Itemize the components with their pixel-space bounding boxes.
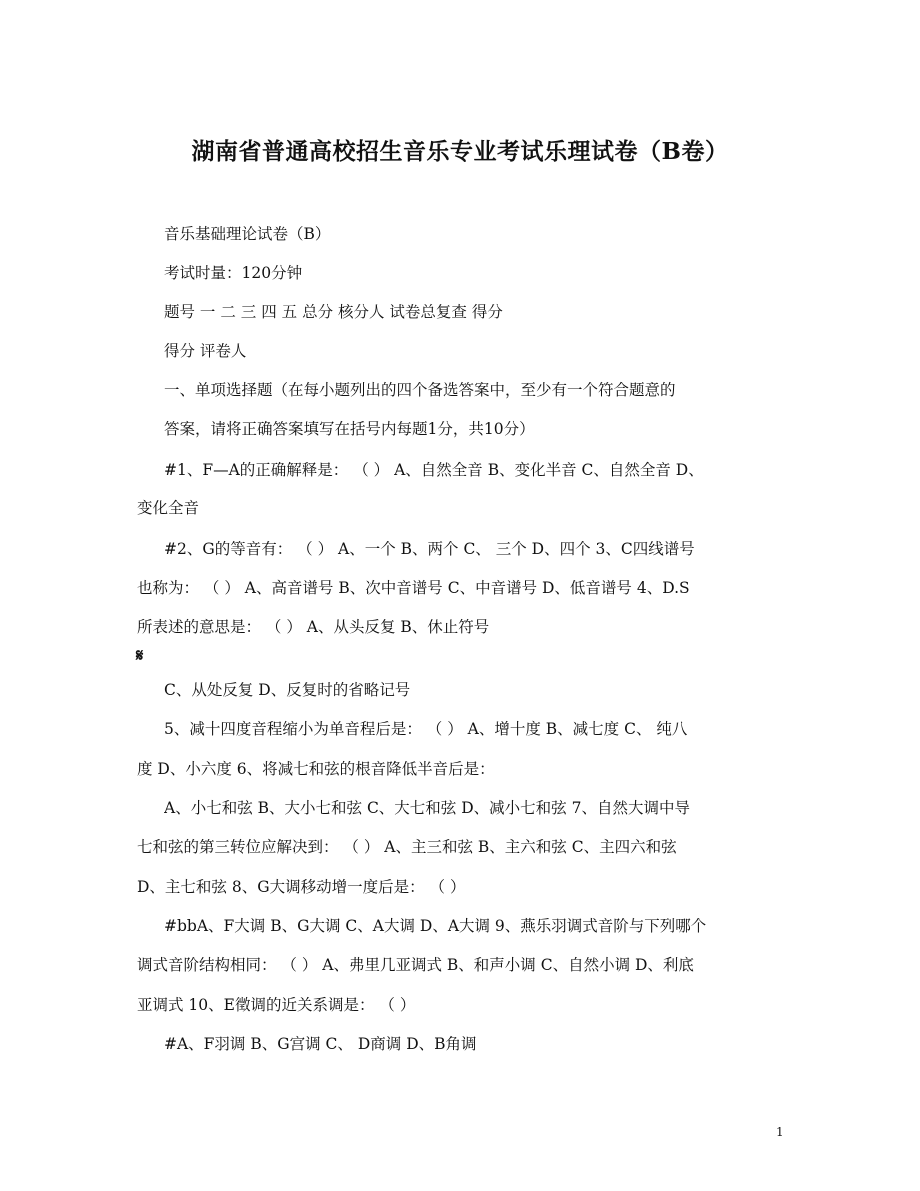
question-text-line: 也称为： （ ） A、高音谱号 B、次中音谱号 C、中音谱号 D、低音谱号 4、D.S bbox=[137, 579, 690, 597]
question-text-line: #2、G的等音有： （ ） A、一个 B、两个 C、 三个 D、四个 3、C四线谱号 bbox=[164, 540, 695, 558]
grader-line: 得分 评卷人 bbox=[164, 342, 247, 360]
segno-icon: 𝄋 bbox=[136, 646, 144, 666]
subtitle-line: 音乐基础理论试卷（B） bbox=[164, 225, 331, 243]
question-text-line: 调式音阶结构相同： （ ） A、弗里几亚调式 B、和声小调 C、自然小调 D、利底 bbox=[137, 956, 694, 974]
question-text-line: A、小七和弦 B、大小七和弦 C、大七和弦 D、减小七和弦 7、自然大调中导 bbox=[164, 799, 690, 817]
question-text-line: 5、减十四度音程缩小为单音程后是： （ ） A、增十度 B、减七度 C、 纯八 bbox=[164, 720, 688, 738]
question-text-line: 度 D、小六度 6、将减七和弦的根音降低半音后是： bbox=[137, 760, 495, 778]
exam-duration-line: 考试时量：120分钟 bbox=[164, 264, 303, 282]
question-text-line: #1、F—A的正确解释是： （ ） A、自然全音 B、变化半音 C、自然全音 D、 bbox=[164, 461, 704, 479]
question-text-line: 所表述的意思是： （ ） A、从头反复 B、休止符号 bbox=[137, 618, 490, 636]
section-instructions-line: 答案，请将正确答案填写在括号内每题1分，共10分） bbox=[164, 420, 535, 438]
question-text-line: D、主七和弦 8、G大调移动增一度后是： （ ） bbox=[137, 878, 466, 896]
question-text-line: 变化全音 bbox=[137, 499, 200, 517]
question-text-line: 七和弦的第三转位应解决到： （ ） A、主三和弦 B、主六和弦 C、主四六和弦 bbox=[137, 838, 677, 856]
question-text-line: #bbA、F大调 B、G大调 C、A大调 D、A大调 9、燕乐羽调式音阶与下列哪个 bbox=[164, 917, 707, 935]
score-table-header-line: 题号 一 二 三 四 五 总分 核分人 试卷总复查 得分 bbox=[164, 303, 503, 321]
question-text-line: C、从处反复 D、反复时的省略记号 bbox=[164, 681, 411, 699]
question-text-line: 亚调式 10、E徵调的近关系调是： （ ） bbox=[137, 996, 416, 1014]
section-heading-line: 一、单项选择题（在每小题列出的四个备选答案中，至少有一个符合题意的 bbox=[164, 381, 676, 399]
question-text-line: #A、F羽调 B、G宫调 C、 D商调 D、B角调 bbox=[164, 1035, 477, 1053]
page-number: 1 bbox=[776, 1125, 784, 1139]
document-title: 湖南省普通高校招生音乐专业考试乐理试卷（B卷） bbox=[191, 138, 729, 165]
